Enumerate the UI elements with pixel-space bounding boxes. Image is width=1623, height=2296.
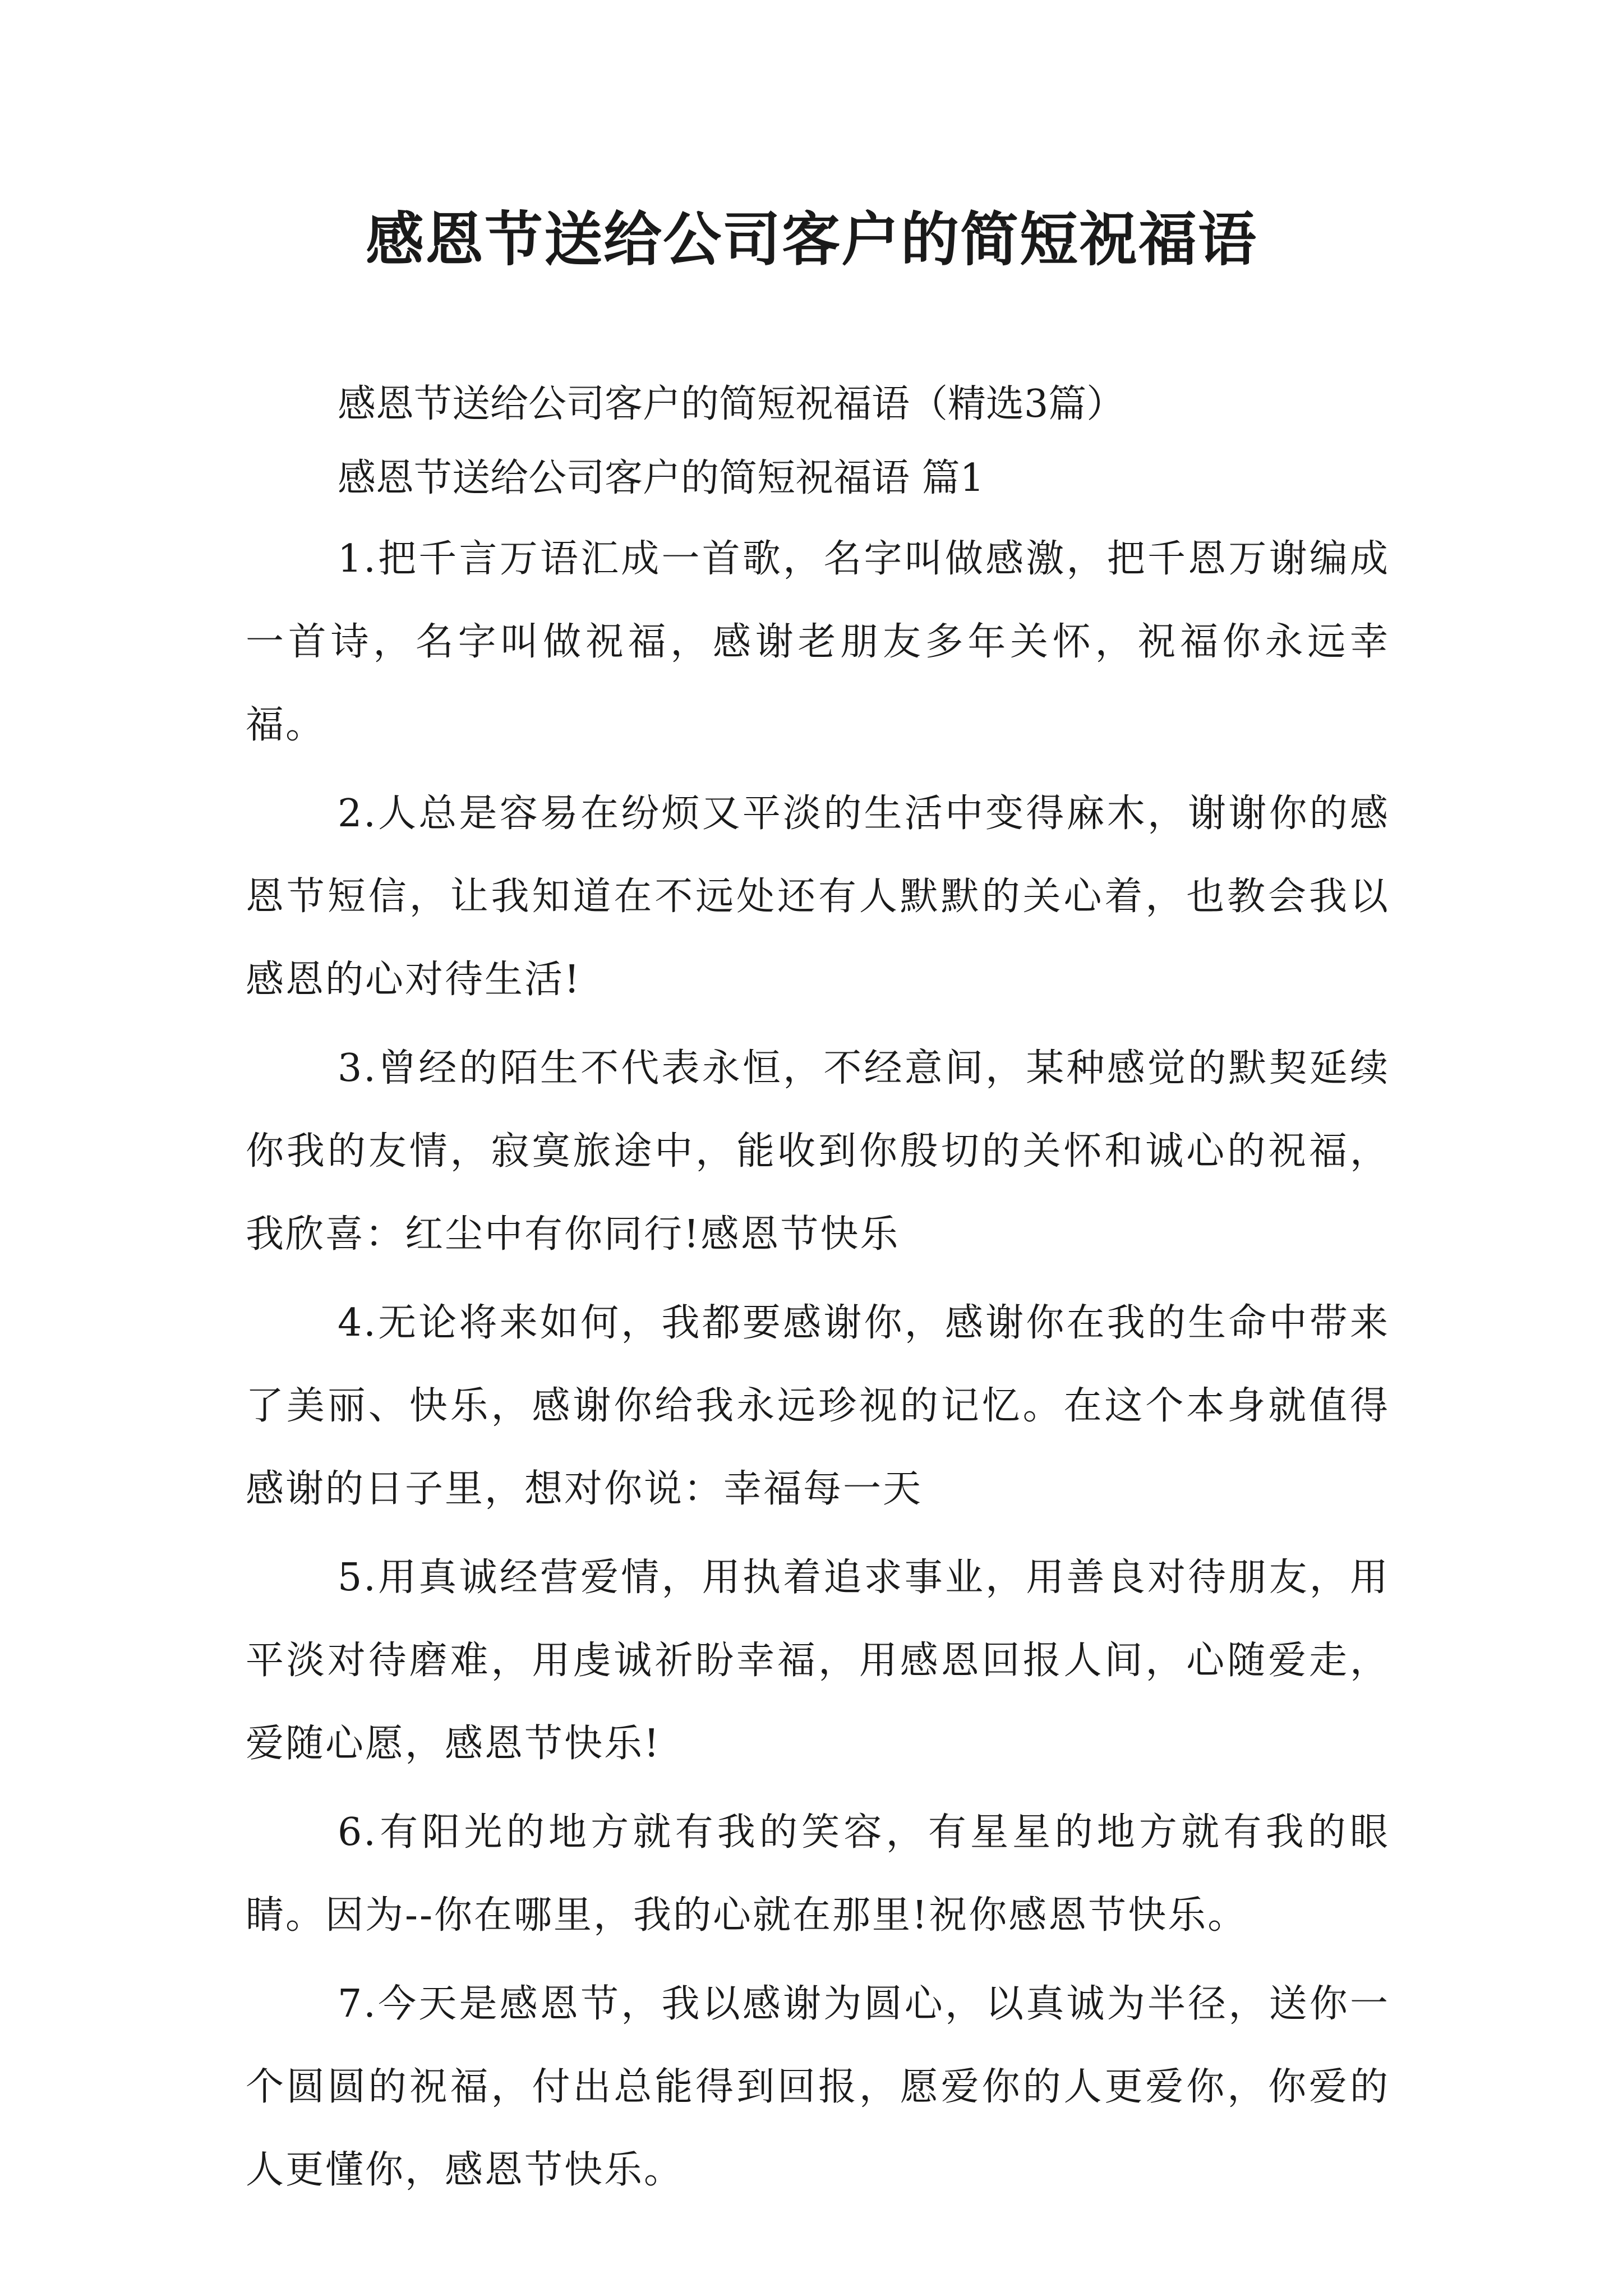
greeting-item: 3.曾经的陌生不代表永恒，不经意间，某种感觉的默契延续你我的友情，寂寞旅途中，能收到你殷切的关怀和诚心的祝福，我欣喜：红尘中有你同行!感恩节快乐 [246,1046,1390,1257]
document-body [246,367,1390,2217]
greeting-item: 4.无论将来如何，我都要感谢你，感谢你在我的生命中带来了美丽、快乐，感谢你给我永远珍视的记忆。在这个本身就值得感谢的日子里，想对你说：幸福每一天 [246,1301,1390,1511]
greeting-item: 7.今天是感恩节，我以感谢为圆心，以真诚为半径，送你一个圆圆的祝福，付出总能得到回报，愿爱你的人更爱你，你爱的人更懂你，感恩节快乐。 [246,1982,1390,2192]
greeting-item: 6.有阳光的地方就有我的笑容，有星星的地方就有我的眼睛。因为--你在哪里，我的心就在那里!祝你感恩节快乐。 [246,1810,1390,1938]
greeting-item: 1.把千言万语汇成一首歌，名字叫做感激，把千恩万谢编成一首诗，名字叫做祝福，感谢老朋友多年关怀，祝福你永远幸福。 [246,537,1390,747]
section-heading: 感恩节送给公司客户的简短祝福语 篇1 [338,456,984,500]
document-title: 感恩节送给公司客户的简短祝福语 [365,205,1257,274]
document-subtitle: 感恩节送给公司客户的简短祝福语（精选3篇） [338,382,1125,426]
greeting-item: 5.用真诚经营爱情，用执着追求事业，用善良对待朋友，用平淡对待磨难，用虔诚祈盼幸福，用感恩回报人间，心随爱走，爱随心愿，感恩节快乐! [246,1556,1390,1766]
greeting-item: 2.人总是容易在纷烦又平淡的生活中变得麻木，谢谢你的感恩节短信，让我知道在不远处还有人默默的关心着，也教会我以感恩的心对待生活! [246,792,1390,1002]
